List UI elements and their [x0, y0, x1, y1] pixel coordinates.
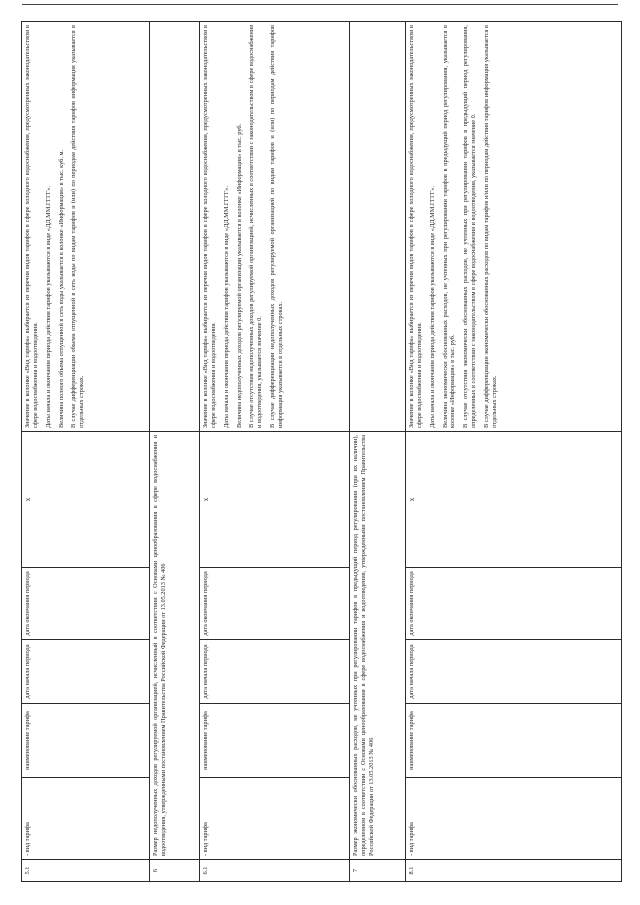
period-end-cell: дата окончания периода — [406, 568, 622, 640]
description-paragraph: Величина недополученных доходов регулируемой организации указывается в колонке «Информация» в тыс. руб. — [235, 123, 243, 428]
info-cell: х — [22, 432, 150, 568]
description-paragraph: Даты начала и окончания периода действия тарифов указываются в виде «ДД.ММ.ГГГГ». — [222, 185, 230, 428]
description-paragraph: Величина полного объема отпущенной в сеть воды указывается в колонке «Информация» в тыс. куб. м. — [57, 149, 65, 428]
description-paragraph: Значение в колонке «Вид тарифа» выбирается из перечня видов тарифов в сфере холодного водоснабжения, предусмотренных законодательством в сфере водоснабжения и водоотведения. — [408, 25, 423, 428]
description-paragraph: Значение в колонке «Вид тарифа» выбирается из перечня видов тарифов в сфере холодного водоснабжения, предусмотренных законодательством в сфере водоснабжения и водоотведения. — [202, 25, 217, 428]
period-end-cell: дата окончания периода — [22, 568, 150, 640]
rotated-content — [21, 22, 621, 882]
table-row — [350, 22, 406, 882]
description-cell — [22, 22, 150, 432]
row-number: 6.1 — [200, 860, 350, 882]
row-number: 5.1 — [22, 860, 150, 882]
description-paragraph: В случае отсутствия недополученных доходов регулируемой организацией, исчисленных в соответствии с законодательством в сфере водоснабжения и водоотведения, указывается значение 0. — [248, 25, 264, 428]
table-row — [406, 22, 622, 882]
section-heading: Размер недополученных доходов регулируемой организацией, исчисленный в соответствии с Основами ценообразования в сфере водоснабжения и водоотведения, утвержденными постановлением Правительства Российской Федерации от 13.05.2013 № 406 — [150, 432, 200, 860]
period-start-cell: дата начала периода — [406, 640, 622, 704]
period-start-cell: дата начала периода — [22, 640, 150, 704]
section-heading: Размер экономически обоснованных расходов, не учтенных при регулировании тарифов в предыдущий период регулирования (при их наличии), определенном в соответствии с Основами ценообразования в сфере водоснабжения и водоотведения, утвержденными постановлением Правительства Российской Федерации от 13.05.2013 № 406 — [350, 432, 406, 860]
info-cell: х — [406, 432, 622, 568]
description-paragraph: В случае дифференциации экономически обоснованных расходов по видам тарифов и/или по периодам действия тарифов информация указывается в отдельных строках. — [483, 25, 498, 428]
tariff-name-cell: наименование тарифа — [406, 704, 622, 778]
tariff-kind-label: - вид тарифа — [22, 778, 150, 860]
row-number: 6 — [150, 860, 200, 882]
empty-cell — [150, 22, 200, 432]
tariff-name-cell: наименование тарифа — [22, 704, 150, 778]
description-paragraph: Даты начала и окончания периода действия тарифов указываются в виде «ДД.ММ.ГГГГ». — [428, 185, 436, 428]
description-paragraph: В случае дифференциации недополученных доходов регулируемой организацией по видам тарифов и (или) по периодам действия тарифов информация указывается в отдельных строках. — [269, 25, 285, 428]
tariff-kind-label: - вид тарифа — [406, 778, 622, 860]
info-cell: х — [200, 432, 350, 568]
tariff-info-table — [21, 21, 622, 882]
period-start-cell: дата начала периода — [200, 640, 350, 704]
rotated-page — [21, 22, 621, 882]
description-paragraph: Значение в колонке «Вид тарифа» выбирается из перечня видов тарифов в сфере холодного водоснабжения, предусмотренных законодательством в сфере водоснабжения и водоотведения. — [24, 25, 39, 428]
tariff-kind-label: - вид тарифа — [200, 778, 350, 860]
row-number: 8.1 — [406, 860, 622, 882]
top-border-line — [22, 4, 618, 5]
tariff-name-cell: наименование тарифа — [200, 704, 350, 778]
description-paragraph: Величина экономически обоснованных расходов, не учтенных при регулировании тарифов в предыдущий период регулирования, указывается в колонке «Информация» в тыс. руб. — [441, 25, 457, 428]
description-paragraph: Даты начала и окончания периода действия тарифов указываются в виде «ДД.ММ.ГГГГ». — [44, 185, 52, 428]
table-row — [200, 22, 350, 882]
description-paragraph: В случае дифференциации объема отпущенной в сеть воды по видам тарифов и (или) по периодам действия тарифов информация указывается в отдельных строках. — [70, 25, 86, 428]
description-paragraph: В случае отсутствия экономически обоснованных расходов, не учтенных при регулировании тарифов в предыдущий период регулирования, определенных в соответствии с законодательством в сфере водоснабжения и водоотведения, указывается значение 0. — [462, 25, 478, 428]
description-cell — [406, 22, 622, 432]
period-end-cell: дата окончания периода — [200, 568, 350, 640]
empty-cell — [350, 22, 406, 432]
row-number: 7 — [350, 860, 406, 882]
table-row — [150, 22, 200, 882]
table-row — [22, 22, 150, 882]
description-cell — [200, 22, 350, 432]
